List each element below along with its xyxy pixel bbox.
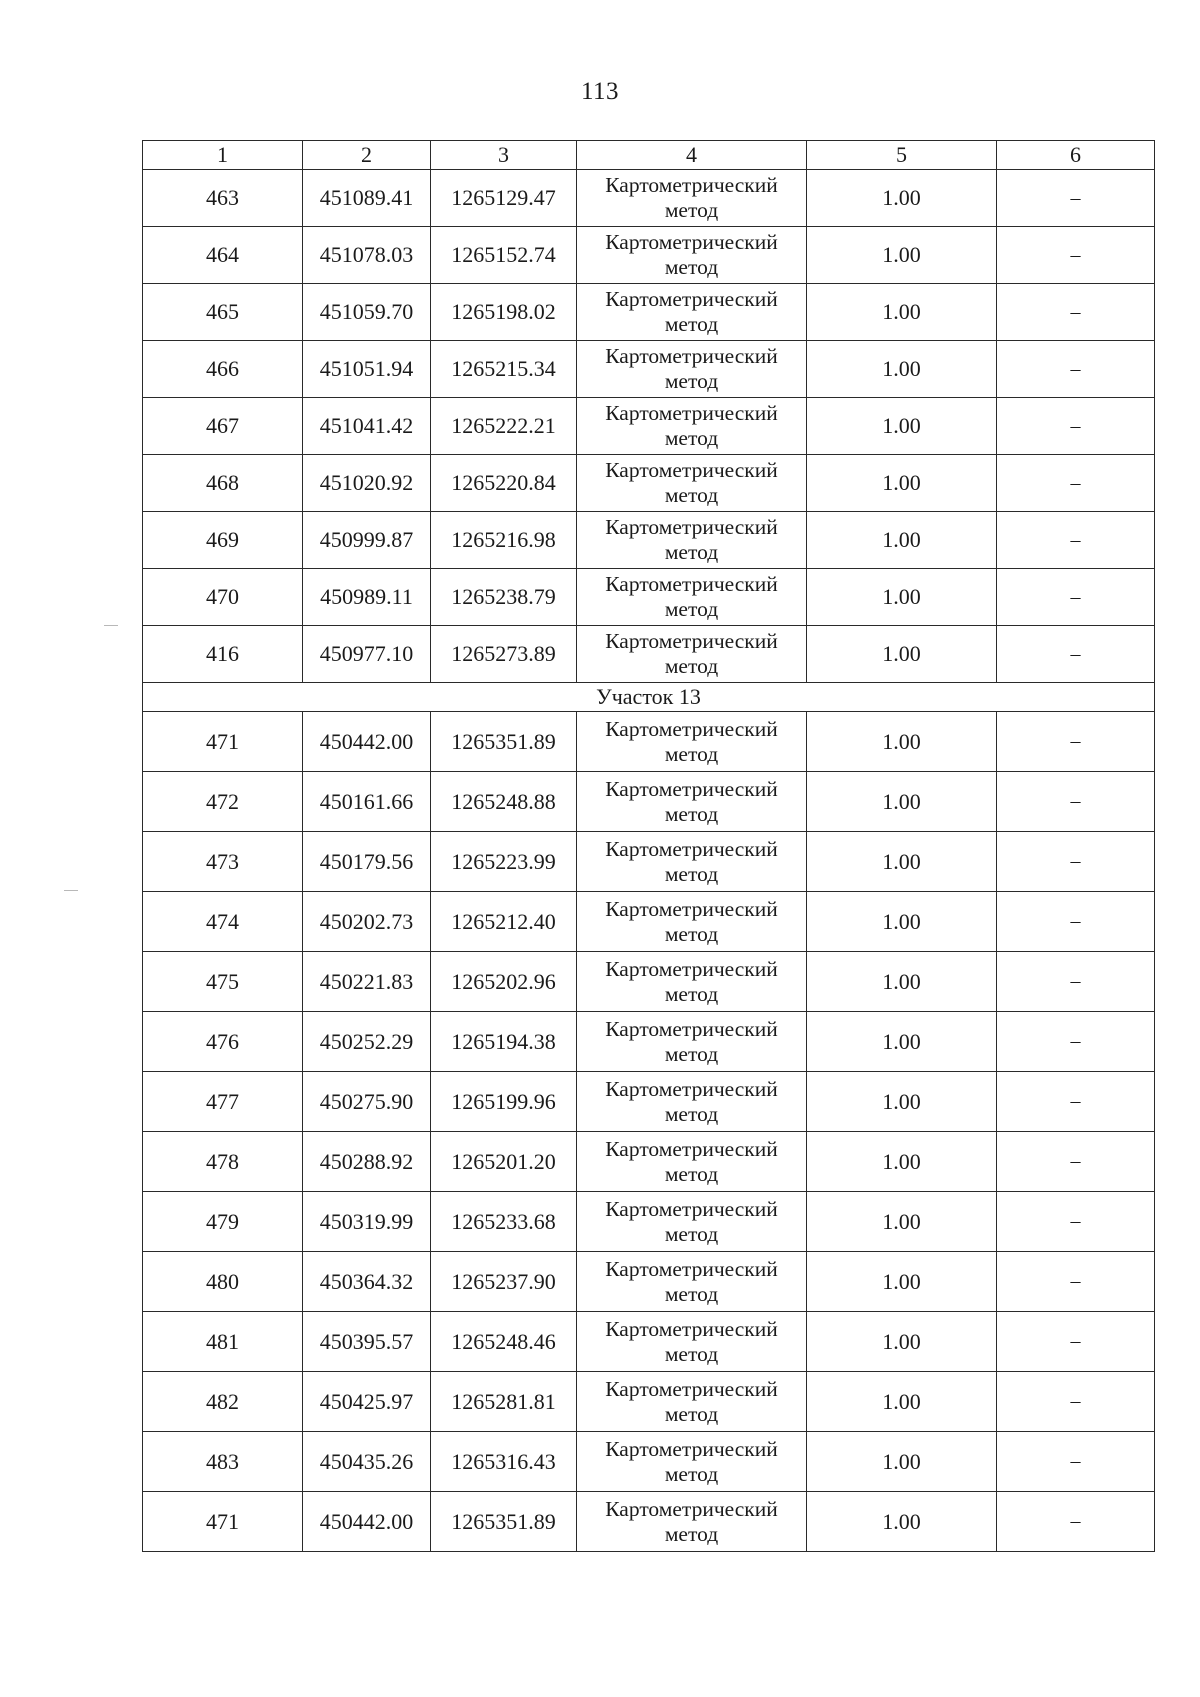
y-coordinate-cell: 1265273.89 <box>431 626 577 683</box>
accuracy-cell: 1.00 <box>807 398 997 455</box>
table-row <box>143 398 1155 455</box>
accuracy-cell: 1.00 <box>807 1312 997 1372</box>
y-coordinate-cell: 1265201.20 <box>431 1132 577 1192</box>
table-row <box>143 227 1155 284</box>
point-number-cell: 467 <box>143 398 303 455</box>
point-number-cell: 463 <box>143 170 303 227</box>
y-coordinate-cell: 1265233.68 <box>431 1192 577 1252</box>
table-row <box>143 1312 1155 1372</box>
table-row <box>143 455 1155 512</box>
point-number-cell: 416 <box>143 626 303 683</box>
point-number-cell: 478 <box>143 1132 303 1192</box>
accuracy-cell: 1.00 <box>807 832 997 892</box>
table-row <box>143 1072 1155 1132</box>
point-number-cell: 474 <box>143 892 303 952</box>
accuracy-cell: 1.00 <box>807 455 997 512</box>
table-row <box>143 712 1155 772</box>
point-number-cell: 476 <box>143 1012 303 1072</box>
x-coordinate-cell: 451020.92 <box>303 455 431 512</box>
point-number-cell: 483 <box>143 1432 303 1492</box>
note-cell: – <box>997 1072 1155 1132</box>
table-row <box>143 892 1155 952</box>
scan-margin-mark <box>64 890 78 891</box>
note-cell: – <box>997 1492 1155 1552</box>
y-coordinate-cell: 1265220.84 <box>431 455 577 512</box>
method-cell: Картометрический метод <box>577 772 807 832</box>
table-row <box>143 952 1155 1012</box>
note-cell: – <box>997 569 1155 626</box>
accuracy-cell: 1.00 <box>807 227 997 284</box>
note-cell: – <box>997 341 1155 398</box>
note-cell: – <box>997 1012 1155 1072</box>
x-coordinate-cell: 450202.73 <box>303 892 431 952</box>
note-cell: – <box>997 892 1155 952</box>
column-header: 4 <box>577 141 807 170</box>
point-number-cell: 471 <box>143 1492 303 1552</box>
method-cell: Картометрический метод <box>577 227 807 284</box>
note-cell: – <box>997 1372 1155 1432</box>
x-coordinate-cell: 450161.66 <box>303 772 431 832</box>
y-coordinate-cell: 1265281.81 <box>431 1372 577 1432</box>
note-cell: – <box>997 772 1155 832</box>
method-cell: Картометрический метод <box>577 1252 807 1312</box>
point-number-cell: 481 <box>143 1312 303 1372</box>
method-cell: Картометрический метод <box>577 712 807 772</box>
note-cell: – <box>997 398 1155 455</box>
method-cell: Картометрический метод <box>577 1312 807 1372</box>
column-number-row <box>143 141 1155 170</box>
y-coordinate-cell: 1265152.74 <box>431 227 577 284</box>
x-coordinate-cell: 450364.32 <box>303 1252 431 1312</box>
y-coordinate-cell: 1265316.43 <box>431 1432 577 1492</box>
point-number-cell: 479 <box>143 1192 303 1252</box>
point-number-cell: 470 <box>143 569 303 626</box>
method-cell: Картометрический метод <box>577 284 807 341</box>
note-cell: – <box>997 952 1155 1012</box>
method-cell: Картометрический метод <box>577 1072 807 1132</box>
x-coordinate-cell: 450288.92 <box>303 1132 431 1192</box>
y-coordinate-cell: 1265202.96 <box>431 952 577 1012</box>
point-number-cell: 472 <box>143 772 303 832</box>
note-cell: – <box>997 832 1155 892</box>
coordinates-table <box>142 140 1155 1552</box>
note-cell: – <box>997 712 1155 772</box>
x-coordinate-cell: 451051.94 <box>303 341 431 398</box>
column-header: 1 <box>143 141 303 170</box>
accuracy-cell: 1.00 <box>807 1192 997 1252</box>
accuracy-cell: 1.00 <box>807 892 997 952</box>
y-coordinate-cell: 1265238.79 <box>431 569 577 626</box>
x-coordinate-cell: 451059.70 <box>303 284 431 341</box>
table-row <box>143 1372 1155 1432</box>
x-coordinate-cell: 450275.90 <box>303 1072 431 1132</box>
note-cell: – <box>997 1252 1155 1312</box>
x-coordinate-cell: 451089.41 <box>303 170 431 227</box>
y-coordinate-cell: 1265351.89 <box>431 1492 577 1552</box>
method-cell: Картометрический метод <box>577 832 807 892</box>
accuracy-cell: 1.00 <box>807 512 997 569</box>
y-coordinate-cell: 1265222.21 <box>431 398 577 455</box>
point-number-cell: 473 <box>143 832 303 892</box>
x-coordinate-cell: 450989.11 <box>303 569 431 626</box>
coordinates-table-container <box>142 140 1154 1552</box>
accuracy-cell: 1.00 <box>807 626 997 683</box>
x-coordinate-cell: 451041.42 <box>303 398 431 455</box>
table-row <box>143 1432 1155 1492</box>
method-cell: Картометрический метод <box>577 1492 807 1552</box>
accuracy-cell: 1.00 <box>807 341 997 398</box>
method-cell: Картометрический метод <box>577 626 807 683</box>
accuracy-cell: 1.00 <box>807 712 997 772</box>
accuracy-cell: 1.00 <box>807 1072 997 1132</box>
method-cell: Картометрический метод <box>577 952 807 1012</box>
column-header: 3 <box>431 141 577 170</box>
table-row <box>143 832 1155 892</box>
x-coordinate-cell: 450425.97 <box>303 1372 431 1432</box>
accuracy-cell: 1.00 <box>807 1432 997 1492</box>
method-cell: Картометрический метод <box>577 1372 807 1432</box>
section-label: Участок 13 <box>143 683 1155 712</box>
x-coordinate-cell: 450252.29 <box>303 1012 431 1072</box>
column-header: 6 <box>997 141 1155 170</box>
scan-margin-mark <box>104 625 118 626</box>
x-coordinate-cell: 450999.87 <box>303 512 431 569</box>
point-number-cell: 480 <box>143 1252 303 1312</box>
table-row <box>143 1192 1155 1252</box>
y-coordinate-cell: 1265216.98 <box>431 512 577 569</box>
method-cell: Картометрический метод <box>577 455 807 512</box>
x-coordinate-cell: 450221.83 <box>303 952 431 1012</box>
note-cell: – <box>997 1192 1155 1252</box>
table-row <box>143 170 1155 227</box>
table-row <box>143 1132 1155 1192</box>
point-number-cell: 464 <box>143 227 303 284</box>
column-header: 5 <box>807 141 997 170</box>
column-header: 2 <box>303 141 431 170</box>
y-coordinate-cell: 1265215.34 <box>431 341 577 398</box>
y-coordinate-cell: 1265351.89 <box>431 712 577 772</box>
accuracy-cell: 1.00 <box>807 1132 997 1192</box>
accuracy-cell: 1.00 <box>807 1372 997 1432</box>
point-number-cell: 475 <box>143 952 303 1012</box>
table-row <box>143 512 1155 569</box>
page-number: 113 <box>580 78 620 105</box>
accuracy-cell: 1.00 <box>807 772 997 832</box>
y-coordinate-cell: 1265198.02 <box>431 284 577 341</box>
method-cell: Картометрический метод <box>577 1012 807 1072</box>
method-cell: Картометрический метод <box>577 1192 807 1252</box>
method-cell: Картометрический метод <box>577 170 807 227</box>
coordinates-table-body <box>143 141 1155 1552</box>
method-cell: Картометрический метод <box>577 512 807 569</box>
x-coordinate-cell: 450442.00 <box>303 712 431 772</box>
method-cell: Картометрический метод <box>577 892 807 952</box>
y-coordinate-cell: 1265194.38 <box>431 1012 577 1072</box>
note-cell: – <box>997 512 1155 569</box>
x-coordinate-cell: 450395.57 <box>303 1312 431 1372</box>
table-row <box>143 569 1155 626</box>
y-coordinate-cell: 1265223.99 <box>431 832 577 892</box>
y-coordinate-cell: 1265248.46 <box>431 1312 577 1372</box>
table-row <box>143 1492 1155 1552</box>
accuracy-cell: 1.00 <box>807 284 997 341</box>
y-coordinate-cell: 1265212.40 <box>431 892 577 952</box>
accuracy-cell: 1.00 <box>807 170 997 227</box>
x-coordinate-cell: 450179.56 <box>303 832 431 892</box>
x-coordinate-cell: 450977.10 <box>303 626 431 683</box>
table-row <box>143 1012 1155 1072</box>
y-coordinate-cell: 1265129.47 <box>431 170 577 227</box>
method-cell: Картометрический метод <box>577 1132 807 1192</box>
method-cell: Картометрический метод <box>577 569 807 626</box>
table-row <box>143 284 1155 341</box>
table-row <box>143 1252 1155 1312</box>
note-cell: – <box>997 1432 1155 1492</box>
accuracy-cell: 1.00 <box>807 1492 997 1552</box>
y-coordinate-cell: 1265199.96 <box>431 1072 577 1132</box>
section-header-row <box>143 683 1155 712</box>
point-number-cell: 466 <box>143 341 303 398</box>
y-coordinate-cell: 1265248.88 <box>431 772 577 832</box>
method-cell: Картометрический метод <box>577 398 807 455</box>
point-number-cell: 468 <box>143 455 303 512</box>
y-coordinate-cell: 1265237.90 <box>431 1252 577 1312</box>
point-number-cell: 477 <box>143 1072 303 1132</box>
x-coordinate-cell: 450442.00 <box>303 1492 431 1552</box>
table-row <box>143 341 1155 398</box>
note-cell: – <box>997 227 1155 284</box>
note-cell: – <box>997 1312 1155 1372</box>
accuracy-cell: 1.00 <box>807 1252 997 1312</box>
x-coordinate-cell: 450319.99 <box>303 1192 431 1252</box>
point-number-cell: 482 <box>143 1372 303 1432</box>
x-coordinate-cell: 450435.26 <box>303 1432 431 1492</box>
accuracy-cell: 1.00 <box>807 952 997 1012</box>
point-number-cell: 471 <box>143 712 303 772</box>
note-cell: – <box>997 284 1155 341</box>
method-cell: Картометрический метод <box>577 341 807 398</box>
point-number-cell: 465 <box>143 284 303 341</box>
x-coordinate-cell: 451078.03 <box>303 227 431 284</box>
accuracy-cell: 1.00 <box>807 1012 997 1072</box>
note-cell: – <box>997 170 1155 227</box>
method-cell: Картометрический метод <box>577 1432 807 1492</box>
note-cell: – <box>997 455 1155 512</box>
note-cell: – <box>997 626 1155 683</box>
point-number-cell: 469 <box>143 512 303 569</box>
table-row <box>143 626 1155 683</box>
table-row <box>143 772 1155 832</box>
accuracy-cell: 1.00 <box>807 569 997 626</box>
note-cell: – <box>997 1132 1155 1192</box>
